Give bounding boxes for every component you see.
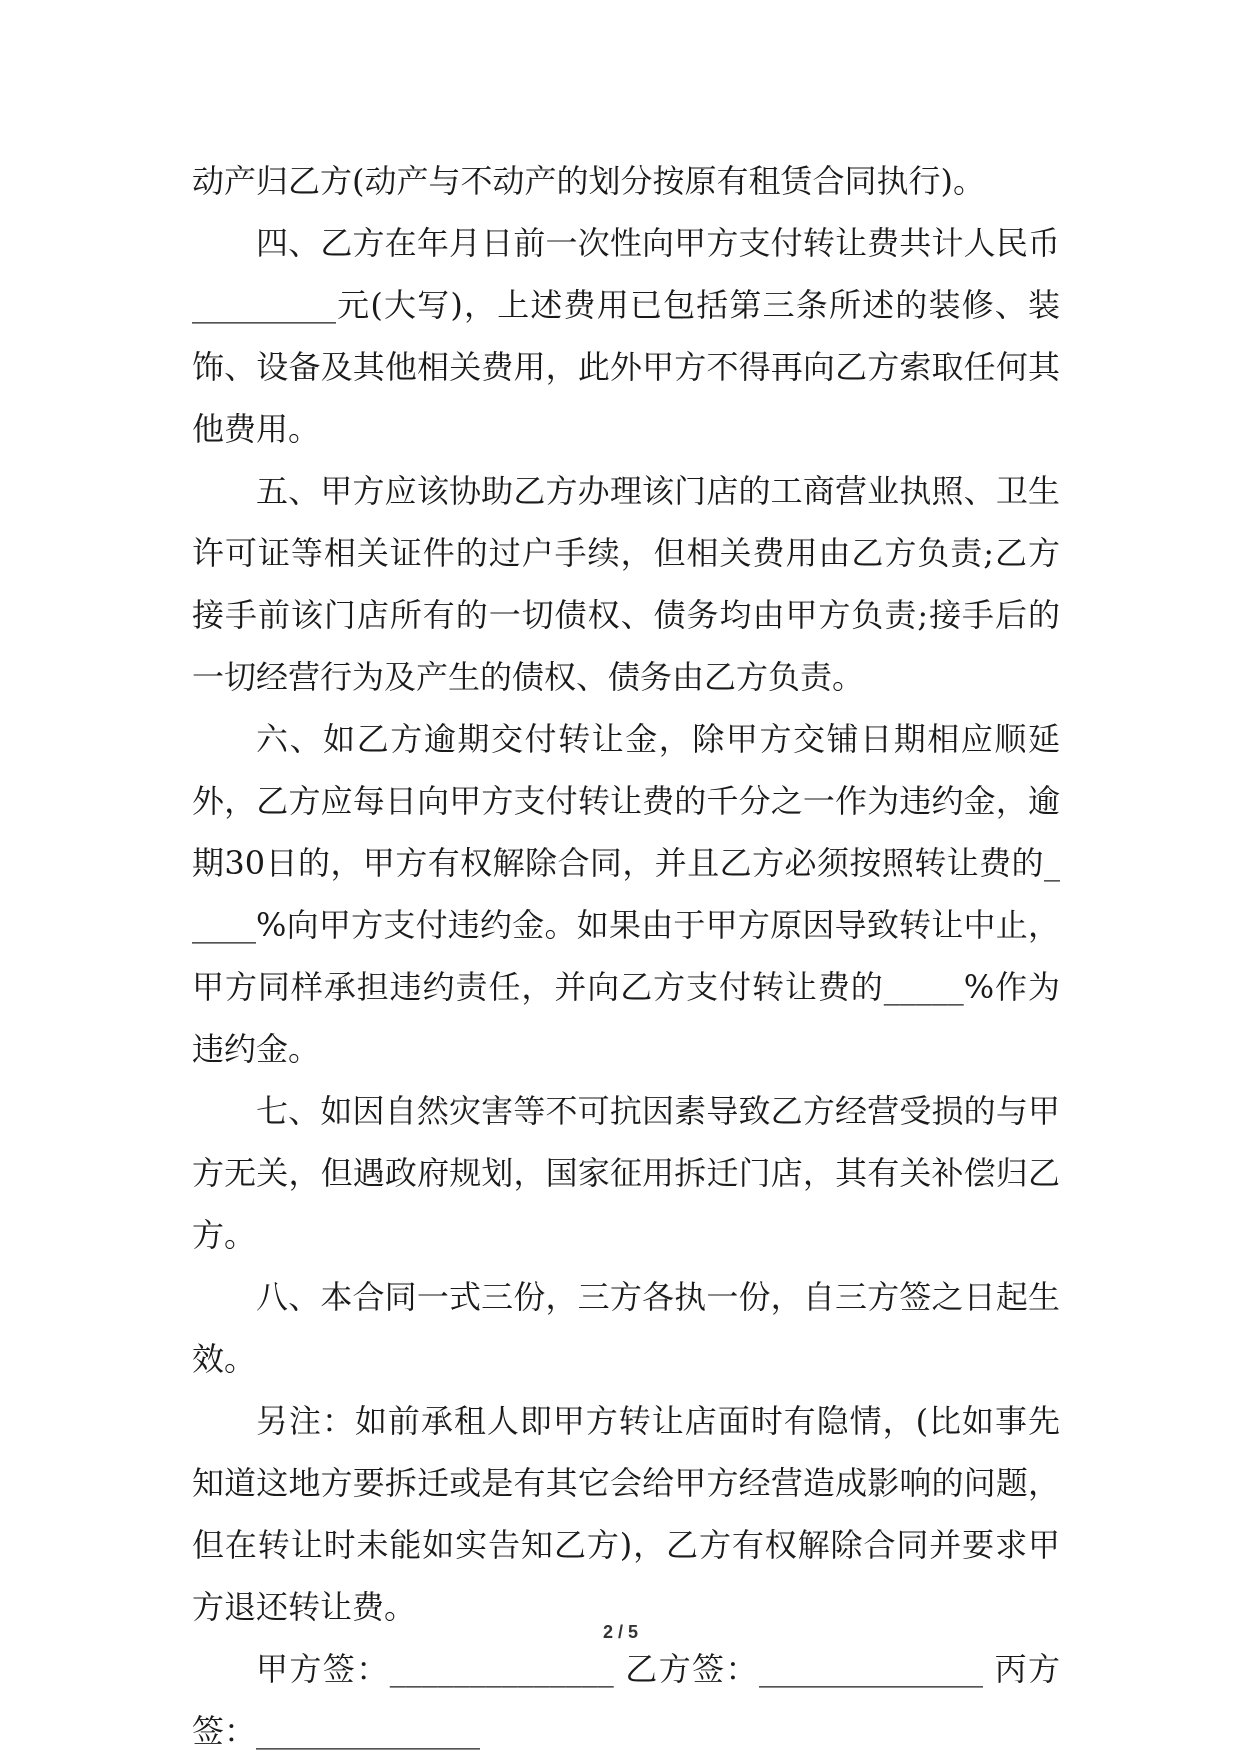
document-page [192,150,1060,1762]
signature-line: 甲方签：______________ 乙方签：______________ 丙方签：______________ [192,1650,1060,1750]
page-number: 2 / 5 [602,1622,639,1642]
paragraph-note: 另注：如前承租人即甲方转让店面时有隐情，(比如事先知道这地方要拆迁或是有其它会给甲方经营造成影响的问题，但在转让时未能如实告知乙方)，乙方有权解除合同并要求甲方退还转让费。 [192,1402,1060,1626]
paragraph-clause-4: 四、乙方在年月日前一次性向甲方支付转让费共计人民币_________元(大写)，上述费用已包括第三条所述的装修、装饰、设备及其他相关费用，此外甲方不得再向乙方索取任何其他费用。 [192,224,1060,448]
paragraph-clause-5: 五、甲方应该协助乙方办理该门店的工商营业执照、卫生许可证等相关证件的过户手续，但相关费用由乙方负责;乙方接手前该门店所有的一切债权、债务均由甲方负责;接手后的一切经营行为及产生的债权、债务由乙方负责。 [192,472,1060,696]
paragraph-continuation: 动产归乙方(动产与不动产的划分按原有租赁合同执行)。 [192,162,985,200]
paragraph-clause-7: 七、如因自然灾害等不可抗因素导致乙方经营受损的与甲方无关，但遇政府规划，国家征用拆迁门店，其有关补偿归乙方。 [192,1092,1060,1254]
paragraph-clause-6: 六、如乙方逾期交付转让金，除甲方交铺日期相应顺延外，乙方应每日向甲方支付转让费的千分之一作为违约金，逾期30日的，甲方有权解除合同，并且乙方必须按照转让费的_____%向甲方支付违约金。如果由于甲方原因导致转让中止，甲方同样承担违约责任，并向乙方支付转让费的_____%作为违约金。 [192,720,1060,1068]
paragraph-clause-8: 八、本合同一式三份，三方各执一份，自三方签之日起生效。 [192,1278,1060,1378]
